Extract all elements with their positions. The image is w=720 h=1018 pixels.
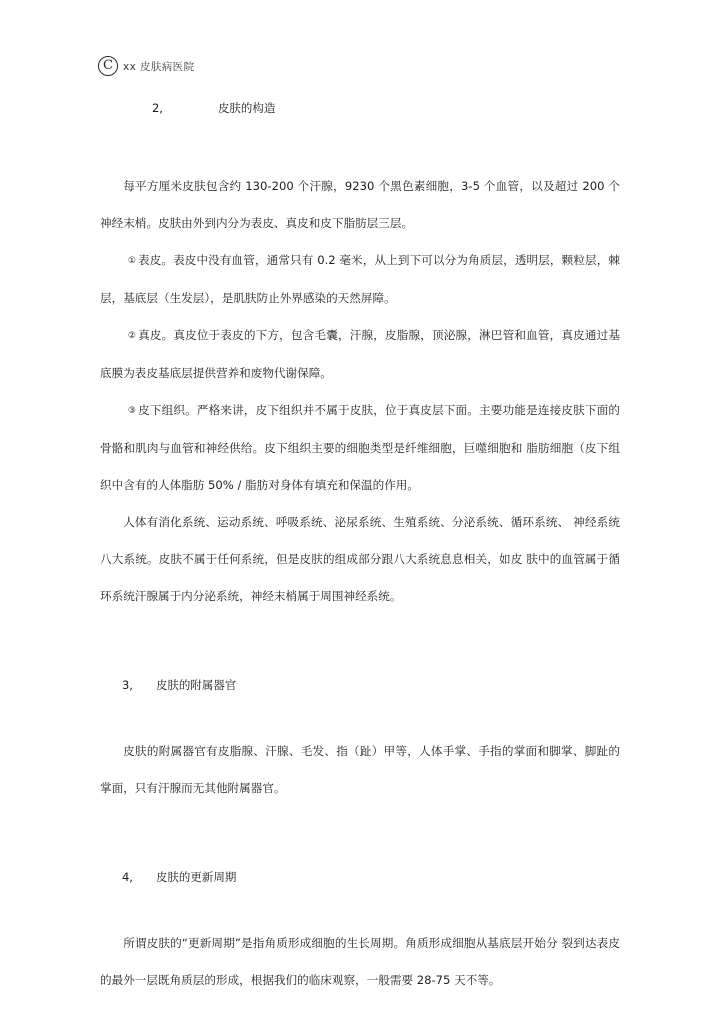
section-title-text-4: 皮肤的更新周期: [155, 870, 237, 884]
circled-number-1: ①: [127, 256, 136, 266]
list-item-dermis: [100, 317, 620, 392]
circled-number-2: ②: [127, 331, 137, 341]
section-title-text-2: 皮肤的构造: [217, 101, 276, 115]
list-item-epidermis: [100, 242, 620, 317]
copyright-circle-icon: C: [98, 56, 118, 76]
section-number-2: 2,: [151, 101, 163, 115]
list-item-text-epidermis: 表皮。表皮中没有血管，通常只有 0.2 毫米，从上到下可以分为角质层，透明层，颗粒层，棘层，基底层（生发层），是肌肤防止外界感染的天然屏障。: [100, 253, 620, 305]
section-number-4: 4,: [121, 870, 133, 884]
section-heading-2: [100, 78, 620, 138]
spacer: [100, 615, 620, 655]
section-title-text-3: 皮肤的附属器官: [155, 678, 237, 692]
document-header: [98, 56, 194, 76]
list-item-text-subcutaneous: 皮下组织。严格来讲，皮下组织并不属于皮肤，位于真皮层下面。主要功能是连接皮肤下面的骨骼和肌肉与血管和神经供给。皮下组织主要的细胞类型是纤维细胞，巨噬细胞和 脂肪细胞（皮下组织中含有的人体脂肪 50% / 脂肪对身体有填充和保温的作用。: [100, 403, 620, 492]
organization-name: xx 皮肤病医院: [123, 60, 195, 73]
list-item-subcutaneous: [100, 392, 620, 504]
spacer: [100, 138, 620, 168]
section-heading-4: [100, 847, 620, 907]
section-heading-3: [100, 655, 620, 715]
document-body: [100, 78, 620, 999]
spacer: [100, 907, 620, 925]
spacer: [100, 807, 620, 847]
paragraph-body-systems: 人体有消化系统、运动系统、呼吸系统、泌尿系统、生殖系统、分泌系统、循环系统、 神经系统八大系统。皮肤不属于任何系统，但是皮肤的组成部分跟八大系统息息相关，如皮 肤中的血管属于循环系统汗腺属于内分泌系统，神经末梢属于周围神经系统。: [100, 515, 620, 603]
section-number-3: 3,: [121, 678, 133, 692]
spacer: [100, 715, 620, 733]
circled-number-3: ③: [127, 406, 137, 416]
paragraph-skin-composition: 每平方厘米皮肤包含约 130-200 个汗腺，9230 个黑色素细胞，3-5 个血管，以及超过 200 个神经末梢。皮肤由外到内分为表皮、真皮和皮下脂肪层三层。: [100, 179, 620, 230]
paragraph-skin-appendages: 皮肤的附属器官有皮脂腺、汗腺、毛发、指（趾）甲等，人体手掌、手指的掌面和脚掌、脚趾的掌面，只有汗腺而无其他附属器官。: [100, 744, 620, 795]
list-item-text-dermis: 真皮。真皮位于表皮的下方，包含毛囊，汗腺，皮脂腺，顶泌腺，淋巴管和血管，真皮通过基底膜为表皮基底层提供营养和废物代谢保障。: [100, 328, 620, 380]
paragraph-renewal-cycle: 所谓皮肤的“更新周期”是指角质形成细胞的生长周期。角质形成细胞从基底层开始分 裂到达表皮的最外一层既角质层的形成，根据我们的临床观察，一般需要 28-75 天不等。: [100, 936, 620, 987]
